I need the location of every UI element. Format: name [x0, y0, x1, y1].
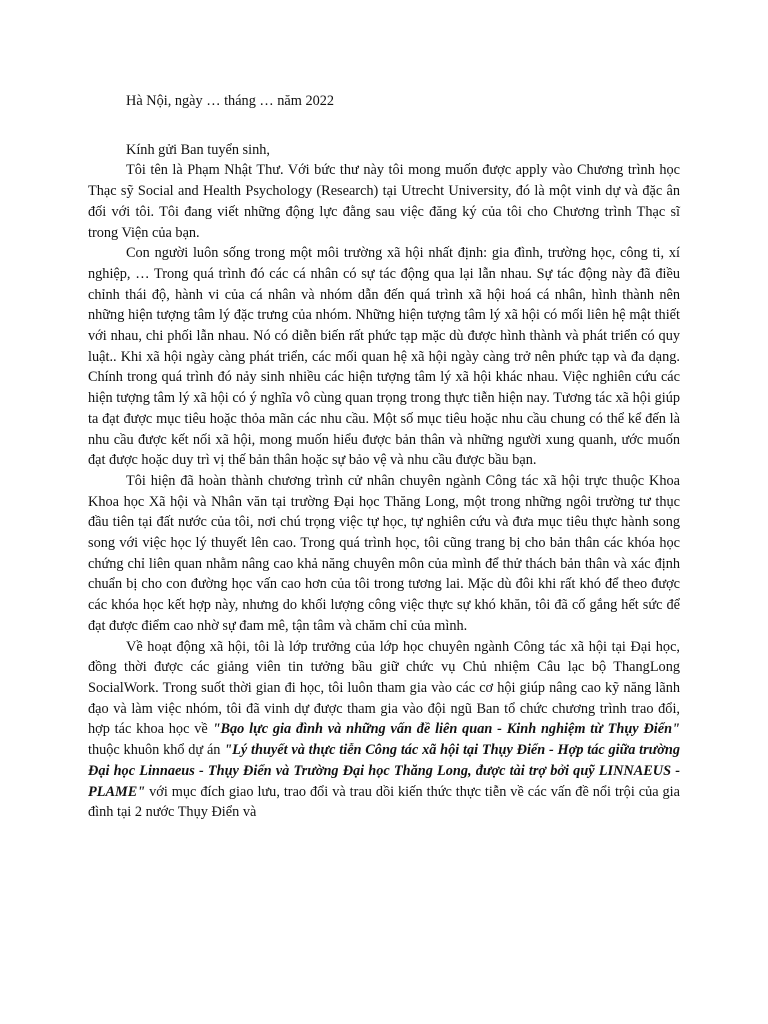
- emphasis-program-title: "Bạo lực gia đình và những vấn đề liên quan - Kinh nghiệm từ Thụy Điển": [212, 721, 680, 738]
- paragraph-text: với mục đích giao lưu, trao đổi và trau dồi kiến thức thực tiễn về các vấn đề nổi trội của gia đình tại 2 nước Thụy Điển và: [88, 783, 680, 821]
- paragraph-introduction: Tôi tên là Phạm Nhật Thư. Với bức thư này tôi mong muốn được apply vào Chương trình học Thạc sỹ Social and Health Psychology (Research) tại Utrecht University, đó là một vinh dự và đặc ân đối với tôi. Tôi đang viết những động lực đằng sau việc đăng ký của tôi cho Chương trình Thạc sĩ trong Viện của bạn.: [88, 162, 680, 241]
- paragraph-text: thuộc khuôn khổ dự án: [88, 742, 225, 759]
- paragraph-motivation: Con người luôn sống trong một môi trường xã hội nhất định: gia đình, trường học, công ti, xí nghiệp, … Trong quá trình đó các cá nhân có sự tác động qua lại lẫn nhau. Sự tác động này đã điều chỉnh thái độ, hành vi của cá nhân và nhóm dẫn đến quá trình xã hội hoá cá nhân, hình thành nên những hiện tượng tâm lý đặc trưng của nhóm. Những hiện tượng tâm lý xã hội có mối liên hệ mật thiết với nhau, chi phối lẫn nhau. Nó có diễn biến rất phức tạp mặc dù được hình thành và phát triển có quy luật.. Khi xã hội ngày càng phát triển, các mối quan hệ xã hội ngày càng trở nên phức tạp và đa dạng. Chính trong quá trình đó nảy sinh nhiều các hiện tượng tâm lý xã hội khác nhau. Việc nghiên cứu các hiện tượng tâm lý xã hội có ý nghĩa vô cùng quan trọng trong thực tiễn hiện nay. Tương tác xã hội giúp ta đạt được mục tiêu hoặc thỏa mãn các nhu cầu. Một số mục tiêu hoặc nhu cầu chung có thể kể đến là nhu cầu được kết nối xã hội, mong muốn hiểu được bản thân và những người xung quanh, ước muốn đạt được hoặc duy trì vị thế bản thân hoặc sự bảo vệ và nhu cầu được bầu bạn.: [88, 245, 680, 469]
- paragraph-social-activities: [88, 637, 680, 823]
- paragraph-education: Tôi hiện đã hoàn thành chương trình cử nhân chuyên ngành Công tác xã hội trực thuộc Khoa Khoa học Xã hội và Nhân văn tại trường Đại học Thăng Long, một trong những ngôi trường tư thục đầu tiên tại đất nước của tôi, nơi chú trọng việc tự học, tự nghiên cứu và đưa mục tiêu thực hành song song với việc học lý thuyết lên cao. Trong quá trình học, tôi cũng trang bị cho bản thân các khóa học chứng chỉ liên quan nhằm nâng cao khả năng chuyên môn của mình để thử thách bản thân và xác định chuẩn bị cho con đường học vấn cao hơn của tôi trong tương lai. Mặc dù đôi khi rất khó để theo được các khóa học kết hợp này, nhưng do khối lượng công việc thực sự khó khăn, tôi đã cố gắng hết sức để đạt được điểm cao nhờ sự đam mê, tận tâm và chăm chỉ của mình.: [88, 472, 680, 634]
- greeting-line: Kính gửi Ban tuyển sinh,: [126, 141, 270, 158]
- paragraph-text: Về hoạt động xã hội, tôi là lớp trưởng của lớp học chuyên ngành Công tác xã hội tại Đại học, đồng thời được các giảng viên tin tưởng bầu giữ chức vụ Chủ nhiệm Câu lạc bộ ThangLong SocialWork. Trong suốt thời gian đi học, tôi luôn tham gia vào các cơ hội giúp nâng cao kỹ năng lãnh đạo và làm việc nhóm, tôi đã vinh dự được tham gia vào đội ngũ Ban tổ chức chương trình trao đổi, hợp tác khoa học về: [88, 638, 680, 738]
- letter-page: [88, 91, 680, 823]
- emphasis-project-title: "Lý thuyết và thực tiễn Công tác xã hội tại Thụy Điển - Hợp tác giữa trường Đại học Linnaeus - Thụy Điển và Trường Đại học Thăng Long, được tài trợ bởi quỹ LINNAEUS - PLAME": [88, 742, 680, 800]
- date-line: Hà Nội, ngày … tháng … năm 2022: [126, 93, 335, 109]
